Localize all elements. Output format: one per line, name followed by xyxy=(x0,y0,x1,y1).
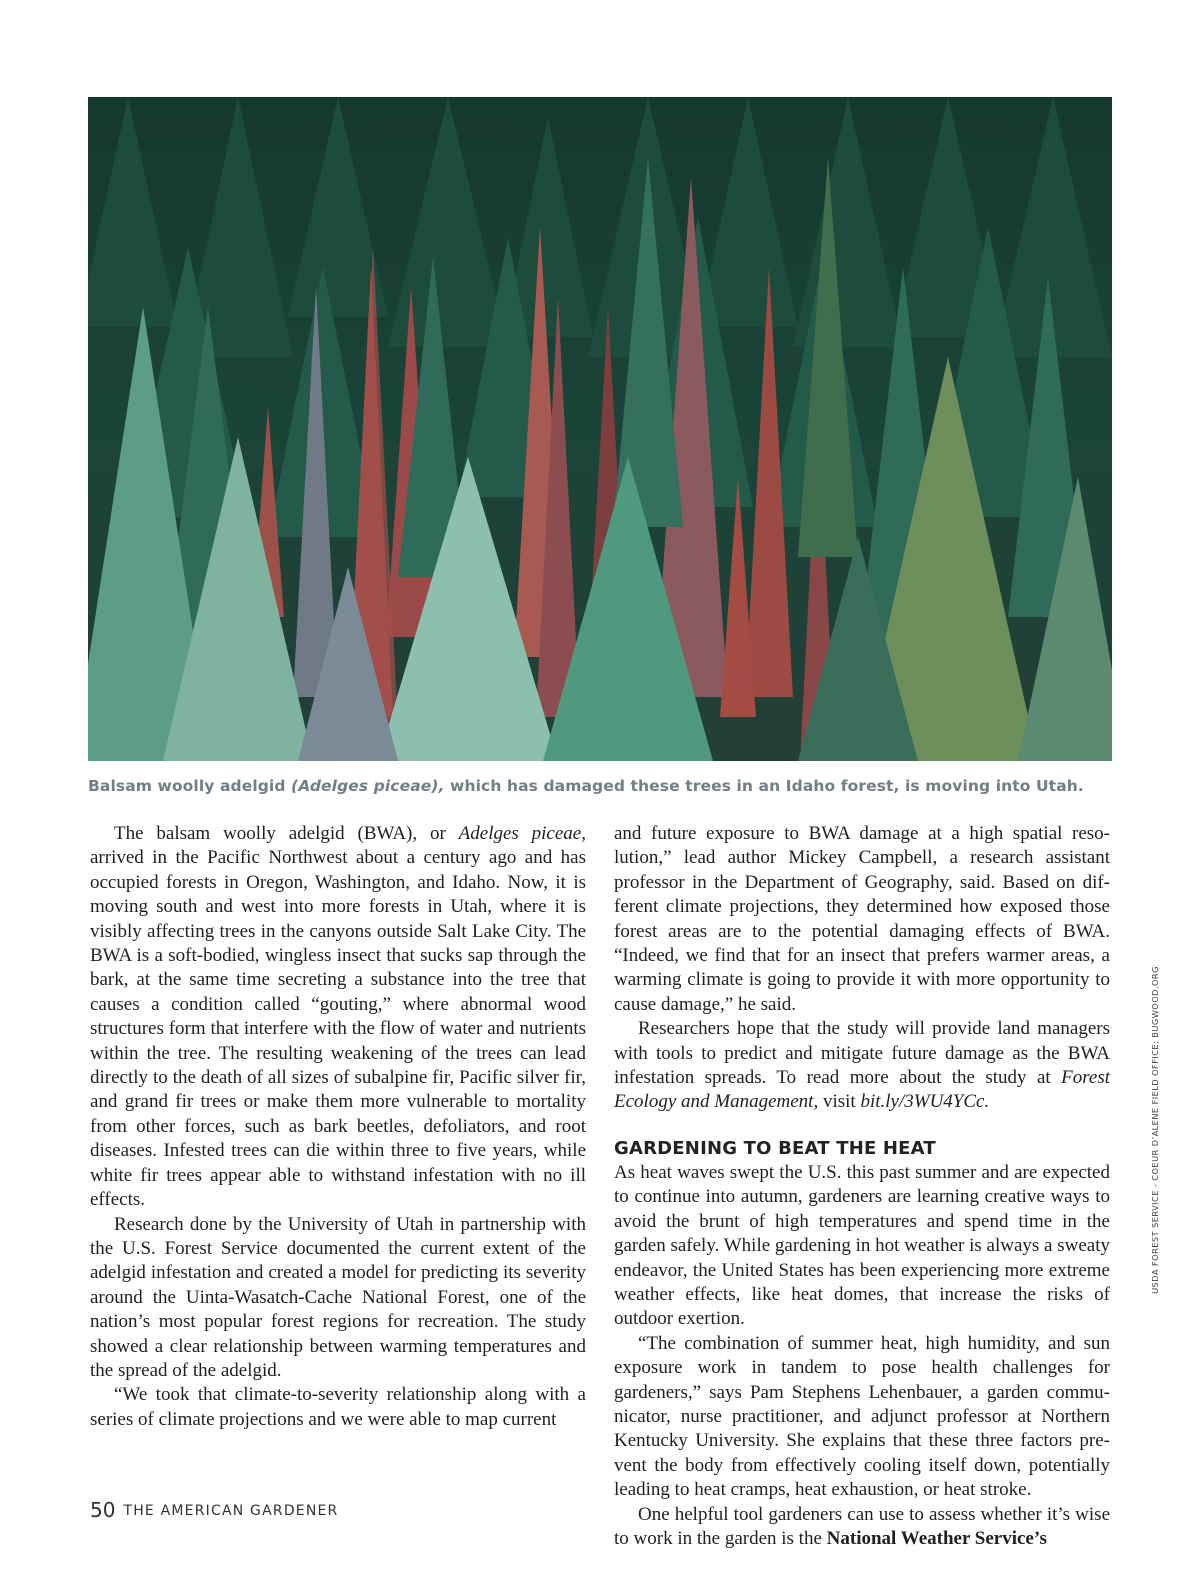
bold-term: National Weather Service’s xyxy=(826,1527,1047,1549)
section-paragraph-3 xyxy=(614,1503,1110,1552)
section-heading: GARDENING TO BEAT THE HEAT xyxy=(614,1137,936,1159)
paragraph-text: Researchers hope that the study will provide land managers with tools to predict and mitigate future damage as the BWA infestation spreads. To read more about the study at xyxy=(614,1018,1110,1089)
section-paragraph-2: “The combination of summer heat, high humidity, and sun exposure work in tandem to pose health challenges for gardeners,” says Pam Stephens Lehenbauer, a garden communicator, nurse practitioner, and adjunct professor at Northern Kentucky University. She explains that these three factors prevent the body from effectively cooling itself down, potentially leading to heat cramps, heat exhaustion, or heat stroke. xyxy=(614,1332,1110,1501)
study-link[interactable]: bit.ly/3WU4YCc. xyxy=(860,1091,990,1113)
photo-caption xyxy=(88,777,1118,795)
caption-species: (Adelges piceae), xyxy=(291,777,445,795)
caption-suffix: which has damaged these trees in an Idaho forest, is moving into Utah. xyxy=(444,777,1084,795)
forest-photo xyxy=(88,97,1112,761)
article-paragraph-4 xyxy=(614,1017,1110,1115)
page-number: 50 xyxy=(90,1498,116,1522)
species-name: Adelges piceae, xyxy=(458,823,586,844)
magazine-name: THE AMERICAN GARDENER xyxy=(123,1503,339,1519)
journal-name: Forest Ecology and Management, xyxy=(614,1067,1110,1113)
article-column-right xyxy=(614,822,1110,1551)
section-paragraph-1: As heat waves swept the U.S. this past summer and are expected to continue into autumn, gardeners are learning creative ways to avoid the brunt of high temperatures and spend time in the garden safely. While gardening in hot weather is always a sweaty endeavor, the United States has been experiencing more extreme weather effects, like heat domes, that increase the risks of outdoor exertion. xyxy=(614,1161,1110,1330)
article-paragraph-2: Research done by the University of Utah in partnership with the U.S. Forest Service documented the current extent of the adelgid infestation and created a model for predicting its severity around the Uinta-Wasatch-Cache National Forest, one of the nation’s most popular forest regions for recreation. The study showed a clear relationship between warming temperatures and the spread of the adelgid. xyxy=(90,1213,586,1381)
paragraph-text: arrived in the Pacific Northwest about a century ago and has occupied forests in Oregon, Washington, and Idaho. Now, it is moving south and west into more forests in Utah, where it is visibly affecting trees in the canyons outside Salt Lake City. The BWA is a soft-bodied, wingless insect that sucks sap through the bark, at the same time secreting a substance into the tree that causes a condition called “gouting,” where abnormal wood structures form that interfere with the flow of water and nutrients within the tree. The resulting weakening of the trees can lead directly to the death of all sizes of subalpine fir, Pacific silver fir, and grand fir trees or make them more vulnerable to mortality from other forces, such as bark beetles, defoliators, and root diseases. Infested trees can die within three to five years, while white fir trees appear able to withstand infestation with no ill effects. xyxy=(90,847,586,1211)
photo-credit xyxy=(1150,966,1170,1294)
caption-prefix: Balsam woolly adelgid xyxy=(88,777,292,795)
article-column-left xyxy=(90,822,586,1432)
paragraph-text: One helpful tool gardeners can use to assess whether it’s wise to work in the garden is the xyxy=(614,1503,1110,1549)
page-footer xyxy=(90,1498,339,1522)
article-paragraph-3: “We took that climate-to-severity relationship along with a series of climate projections and we were able to map current xyxy=(90,1384,586,1430)
forest-illustration xyxy=(88,97,1112,761)
photo-credit-text: USDA FOREST SERVICE - COEUR D’ALENE FIELD OFFICE; BUGWOOD.ORG xyxy=(1150,966,1160,1294)
paragraph-text: visit xyxy=(818,1091,861,1113)
article-paragraph-3-continued: and future exposure to BWA damage at a high spatial resolution,” lead author Mickey Campbell, a research assistant professor in the Department of Geography, said. Based on different climate projections, they determined how exposed those forest areas are to the potential damaging effects of BWA. “Indeed, we find that for an insect that prefers warmer areas, a warming climate is going to provide it with more opportunity to cause damage,” he said. xyxy=(614,823,1110,1015)
article-paragraph-1 xyxy=(90,822,586,1213)
paragraph-text: The balsam woolly adelgid (BWA), or xyxy=(114,823,459,844)
